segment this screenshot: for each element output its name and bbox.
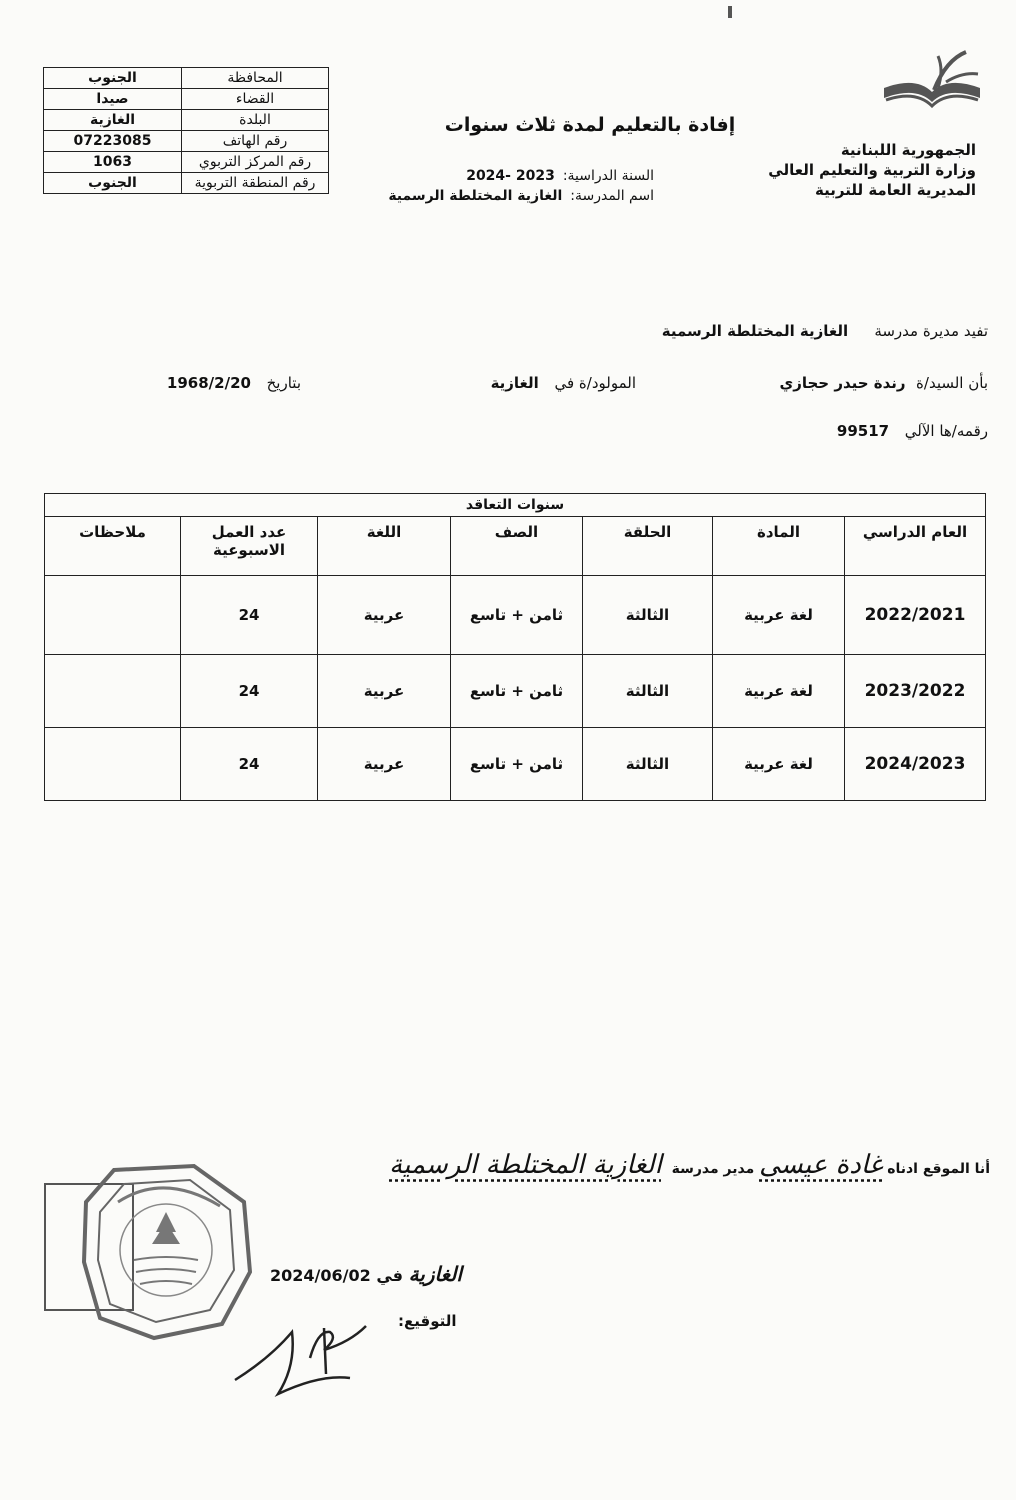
- cell-class: ثامن + تاسع: [451, 655, 583, 728]
- table-header-row: [45, 517, 986, 576]
- info-row: [44, 152, 329, 173]
- cell-weekly-hours: 24: [181, 728, 318, 801]
- school-name-label: اسم المدرسة:: [570, 188, 654, 204]
- info-label: القضاء: [182, 89, 329, 110]
- info-row: [44, 131, 329, 152]
- ministry-line-1: الجمهورية اللبنانية: [840, 141, 976, 159]
- person-prefix: بأن السيد/ة: [916, 374, 988, 392]
- info-value: 1063: [44, 152, 182, 173]
- col-header-class: الصف: [451, 517, 583, 576]
- cell-subject: لغة عربية: [713, 576, 845, 655]
- intro-line: [662, 322, 988, 340]
- handwritten-school: الغازية المختلطة الرسمية: [389, 1150, 662, 1180]
- info-row: [44, 173, 329, 194]
- cell-subject: لغة عربية: [713, 728, 845, 801]
- info-row: [44, 110, 329, 131]
- ministry-logo-icon: [876, 48, 986, 118]
- undersigned-line: [320, 1150, 990, 1180]
- school-name-row: [354, 186, 654, 206]
- info-value: الجنوب: [44, 68, 182, 89]
- cell-class: ثامن + تاسع: [451, 728, 583, 801]
- page-title: إفادة بالتعليم لمدة ثلاث سنوات: [444, 114, 736, 136]
- table-row: [45, 576, 986, 655]
- info-value: صيدا: [44, 89, 182, 110]
- signing-date-label: في: [376, 1266, 403, 1285]
- handwritten-signature: [230, 1318, 380, 1398]
- info-row: [44, 89, 329, 110]
- intro-school: الغازية المختلطة الرسمية: [661, 322, 849, 340]
- cell-cycle: الثالثة: [583, 655, 713, 728]
- person-name: رندة حيدر حجازي: [779, 374, 906, 392]
- intro-prefix: تفيد مديرة مدرسة: [874, 322, 988, 340]
- signing-place: الغازية: [408, 1262, 462, 1286]
- contract-years-table: [44, 493, 986, 801]
- signing-date: 2024/06/02: [270, 1266, 371, 1285]
- born-place: الغازية: [490, 374, 539, 392]
- undersigned-prefix: أنا الموقع ادناه: [887, 1161, 990, 1177]
- table-row: [45, 728, 986, 801]
- info-label: المحافظة: [182, 68, 329, 89]
- cell-notes: [45, 728, 181, 801]
- cell-class: ثامن + تاسع: [451, 576, 583, 655]
- info-value: الجنوب: [44, 173, 182, 194]
- school-name-value: الغازية المختلطة الرسمية: [388, 188, 563, 204]
- signature-label: التوقيع:: [398, 1312, 457, 1330]
- info-row: [44, 68, 329, 89]
- cell-weekly-hours: 24: [181, 576, 318, 655]
- col-header-year: العام الدراسي: [845, 517, 986, 576]
- cell-cycle: الثالثة: [583, 576, 713, 655]
- born-line: [491, 374, 636, 392]
- school-year-label: السنة الدراسية:: [562, 168, 654, 184]
- table-row: [45, 655, 986, 728]
- info-label: رقم المنطقة التربوية: [182, 173, 329, 194]
- cell-weekly-hours: 24: [181, 655, 318, 728]
- cell-year: 2022/2021: [845, 576, 986, 655]
- ministry-line-2: وزارة التربية والتعليم العالي: [768, 161, 976, 179]
- director-name: غادة عيسى: [759, 1150, 883, 1180]
- signing-date-line: [270, 1262, 462, 1286]
- table-caption: سنوات التعاقد: [45, 494, 986, 517]
- cell-subject: لغة عربية: [713, 655, 845, 728]
- cell-cycle: الثالثة: [583, 728, 713, 801]
- cell-language: عربية: [318, 576, 451, 655]
- col-header-weekly-hours: عدد العمل الاسبوعية: [181, 517, 318, 576]
- id-value: 99517: [836, 422, 890, 440]
- school-year-value: 2023 -2024: [466, 168, 555, 184]
- ministry-line-3: المديرية العامة للتربية: [815, 181, 976, 199]
- director-role: مدير مدرسة: [671, 1161, 755, 1177]
- cell-language: عربية: [318, 655, 451, 728]
- date-label: بتاريخ: [266, 374, 301, 392]
- school-year-row: [354, 166, 654, 186]
- col-header-language: اللغة: [318, 517, 451, 576]
- school-info-box: [43, 67, 329, 194]
- col-header-cycle: الحلقة: [583, 517, 713, 576]
- info-label: البلدة: [182, 110, 329, 131]
- cell-year: 2024/2023: [845, 728, 986, 801]
- born-label: المولود/ة في: [554, 374, 636, 392]
- cell-notes: [45, 576, 181, 655]
- ministry-heading: [716, 140, 976, 200]
- cell-notes: [45, 655, 181, 728]
- birth-date-line: [167, 374, 301, 392]
- info-label: رقم المركز التربوي: [182, 152, 329, 173]
- id-label: رقمه/ها الآلي: [904, 422, 988, 440]
- cell-year: 2023/2022: [845, 655, 986, 728]
- info-value: 07223085: [44, 131, 182, 152]
- col-header-notes: ملاحظات: [45, 517, 181, 576]
- col-header-subject: المادة: [713, 517, 845, 576]
- id-line: [837, 422, 988, 440]
- school-meta: [354, 166, 654, 206]
- person-line: [779, 374, 988, 392]
- scan-mark: [728, 6, 732, 18]
- school-stamp: [44, 1162, 256, 1342]
- birth-date: 1968/2/20: [166, 374, 251, 392]
- info-label: رقم الهاتف: [182, 131, 329, 152]
- info-value: الغازية: [44, 110, 182, 131]
- cell-language: عربية: [318, 728, 451, 801]
